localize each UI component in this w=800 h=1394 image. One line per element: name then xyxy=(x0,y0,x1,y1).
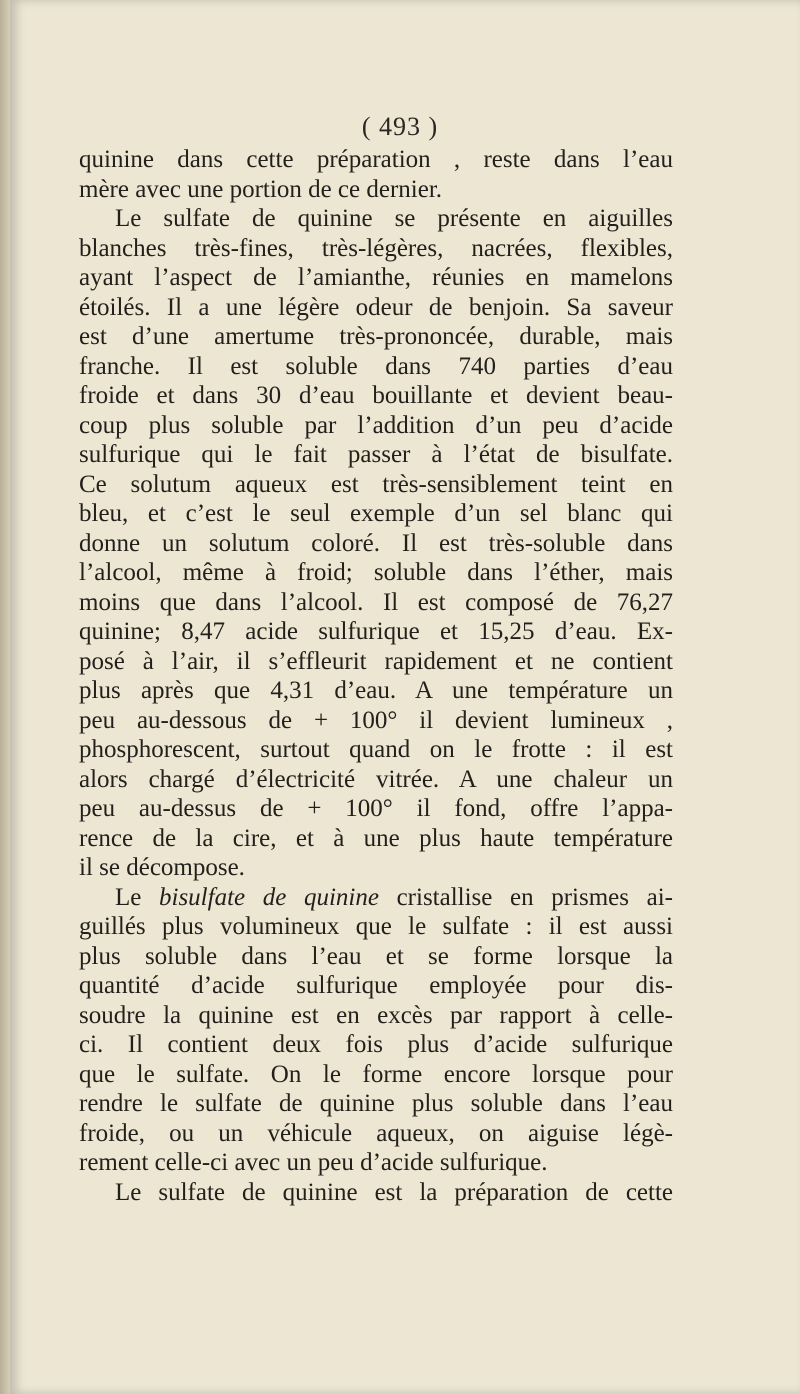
text-line: rement celle-ci avec un peu d’acide sulfurique. xyxy=(79,1149,548,1176)
text-line: franche. Il est soluble dans 740 parties d’eau xyxy=(79,352,673,380)
body-text xyxy=(79,145,673,1207)
text-line: Le sulfate de quinine se présente en aiguilles xyxy=(115,205,673,232)
text-line: étoilés. Il a une légère odeur de benjoin. Sa saveur xyxy=(79,293,673,321)
text-line: quinine dans cette préparation , reste dans l’eau xyxy=(79,146,673,173)
text-run: cristallise en prismes ai- xyxy=(396,883,673,911)
text-line: froide et dans 30 d’eau bouillante et devient beau- xyxy=(79,382,673,409)
text-line: alors chargé d’électricité vitrée. A une chaleur un xyxy=(79,765,673,793)
text-line: ayant l’aspect de l’amianthe, réunies en mamelons xyxy=(79,264,673,291)
text-line: donne un solutum coloré. Il est très-soluble dans xyxy=(79,529,673,557)
text-line: coup plus soluble par l’addition d’un peu d’acide xyxy=(79,411,673,439)
text-line: blanches très-fines, très-légères, nacrées, flexibles, xyxy=(79,234,673,262)
text-line: moins que dans l’alcool. Il est composé de 76,27 xyxy=(79,588,673,616)
text-run: Le xyxy=(115,883,142,911)
text-line: est d’une amertume très-prononcée, durable, mais xyxy=(79,323,673,350)
text-line: sulfurique qui le fait passer à l’état de bisulfate. xyxy=(79,441,673,468)
text-line: peu au-dessus de + 100° il fond, offre l’appa- xyxy=(79,795,673,822)
text-line: l’alcool, même à froid; soluble dans l’éther, mais xyxy=(79,559,673,586)
text-line: phosphorescent, surtout quand on le frotte : il est xyxy=(79,736,673,763)
text-line: froide, ou un véhicule aqueux, on aiguise légè- xyxy=(79,1119,673,1147)
text-line: ci. Il contient deux fois plus d’acide sulfurique xyxy=(79,1031,673,1058)
text-line: il se décompose. xyxy=(79,854,245,881)
text-line: rence de la cire, et à une plus haute température xyxy=(79,824,673,852)
page-number: ( 493 ) xyxy=(361,112,439,141)
page-binding-edge xyxy=(0,0,10,1394)
text-line: plus après que 4,31 d’eau. A une température un xyxy=(79,677,673,704)
text-line xyxy=(79,883,673,913)
text-line: soudre la quinine est en excès par rapport à celle- xyxy=(79,1001,673,1029)
text-line: mère avec une portion de ce dernier. xyxy=(79,175,443,203)
text-line: Le sulfate de quinine est la préparation de cette xyxy=(115,1178,673,1206)
text-line: quantité d’acide sulfurique employée pour dis- xyxy=(79,972,673,999)
text-line: plus soluble dans l’eau et se forme lorsque la xyxy=(79,942,673,970)
text-line: quinine; 8,47 acide sulfurique et 15,25 d’eau. Ex- xyxy=(79,618,673,645)
text-line: peu au-dessous de + 100° il devient lumineux , xyxy=(79,706,673,734)
text-line: que le sulfate. On le forme encore lorsque pour xyxy=(79,1060,673,1088)
italic-term: bisulfate de quinine xyxy=(159,883,379,911)
text-line: rendre le sulfate de quinine plus soluble dans l’eau xyxy=(79,1090,673,1117)
text-line: guillés plus volumineux que le sulfate : il est aussi xyxy=(79,913,673,940)
text-line: posé à l’air, il s’effleurit rapidement et ne contient xyxy=(79,647,673,675)
text-line: bleu, et c’est le seul exemple d’un sel blanc qui xyxy=(79,500,673,527)
text-line: Ce solutum aqueux est très-sensiblement teint en xyxy=(79,470,673,498)
